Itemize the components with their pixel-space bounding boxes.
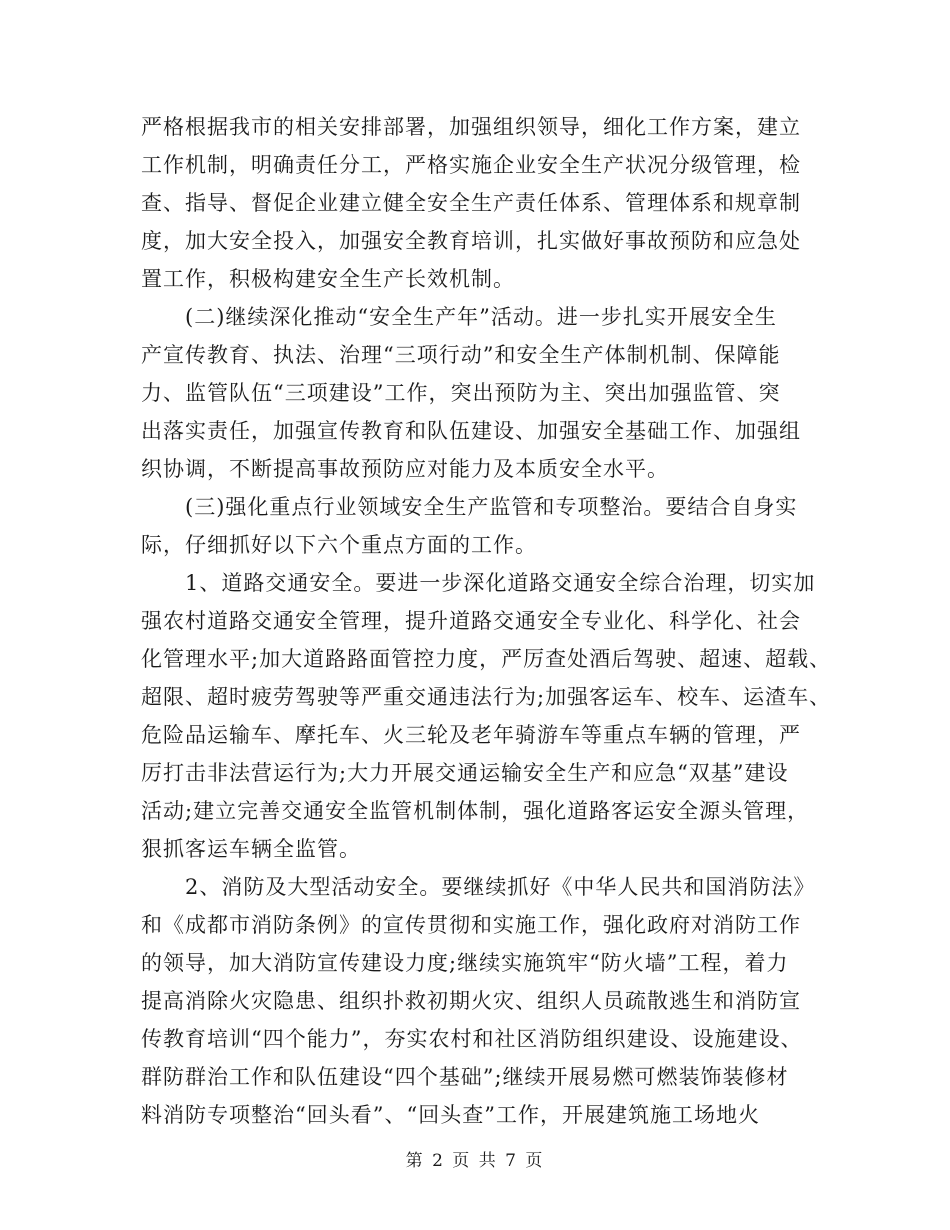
paragraph-heading-3: (三)强化重点行业领域安全生产监管和专项整治。要结合自身实 <box>185 495 798 519</box>
text-line: 活动;建立完善交通安全监管机制体制，强化道路客运安全源头管理， <box>141 799 810 823</box>
text-line: 和《成都市消防条例》的宣传贯彻和实施工作，强化政府对消防工作 <box>141 913 801 937</box>
text-line: 际，仔细抓好以下六个重点方面的工作。 <box>141 533 537 557</box>
text-line: 力、监管队伍“三项建设”工作，突出预防为主、突出加强监管、突 <box>141 381 781 405</box>
text-line: 超限、超时疲劳驾驶等严重交通违法行为;加强客运车、校车、运渣车、 <box>141 685 832 709</box>
text-line: 强农村道路交通安全管理，提升道路交通安全专业化、科学化、社会 <box>141 609 801 633</box>
text-line: 度，加大安全投入，加强安全教育培训，扎实做好事故预防和应急处 <box>141 229 801 253</box>
text-line: 的领导，加大消防宣传建设力度;继续实施筑牢“防火墙”工程，着力 <box>141 951 789 975</box>
text-line: 工作机制，明确责任分工，严格实施企业安全生产状况分级管理，检 <box>141 153 801 177</box>
text-line: 传教育培训“四个能力”，夯实农村和社区消防组织建设、设施建设、 <box>141 1027 803 1051</box>
text-line: 出落实责任，加强宣传教育和队伍建设、加强安全基础工作、加强组 <box>141 419 801 443</box>
text-line: 料消防专项整治“回头看”、“回头查”工作，开展建筑施工场地火 <box>141 1103 760 1127</box>
text-line: 群防群治工作和队伍建设“四个基础”;继续开展易燃可燃装饰装修材 <box>141 1065 789 1089</box>
text-line: 产宣传教育、执法、治理“三项行动”和安全生产体制机制、保障能 <box>141 343 781 367</box>
item-fire-safety: 2、消防及大型活动安全。要继续抓好《中华人民共和国消防法》 <box>185 875 816 899</box>
text-line: 厉打击非法营运行为;大力开展交通运输安全生产和应急“双基”建设 <box>141 761 789 785</box>
text-line: 化管理水平;加大道路路面管控力度，严厉查处酒后驾驶、超速、超载、 <box>141 647 832 671</box>
item-road-traffic: 1、道路交通安全。要进一步深化道路交通安全综合治理，切实加 <box>185 571 816 595</box>
text-line: 置工作，积极构建安全生产长效机制。 <box>141 267 515 291</box>
text-line: 织协调，不断提高事故预防应对能力及本质安全水平。 <box>141 457 669 481</box>
text-line: 危险品运输车、摩托车、火三轮及老年骑游车等重点车辆的管理，严 <box>141 723 801 747</box>
page-number-footer: 第 2 页 共 7 页 <box>405 1151 545 1171</box>
text-line: 严格根据我市的相关安排部署，加强组织领导，细化工作方案，建立 <box>141 115 801 139</box>
text-line: 狠抓客运车辆全监管。 <box>141 837 361 861</box>
text-line: 查、指导、督促企业建立健全安全生产责任体系、管理体系和规章制 <box>141 191 801 215</box>
paragraph-heading-2: (二)继续深化推动“安全生产年”活动。进一步扎实开展安全生 <box>185 305 777 329</box>
text-line: 提高消除火灾隐患、组织扑救初期火灾、组织人员疏散逃生和消防宣 <box>141 989 801 1013</box>
